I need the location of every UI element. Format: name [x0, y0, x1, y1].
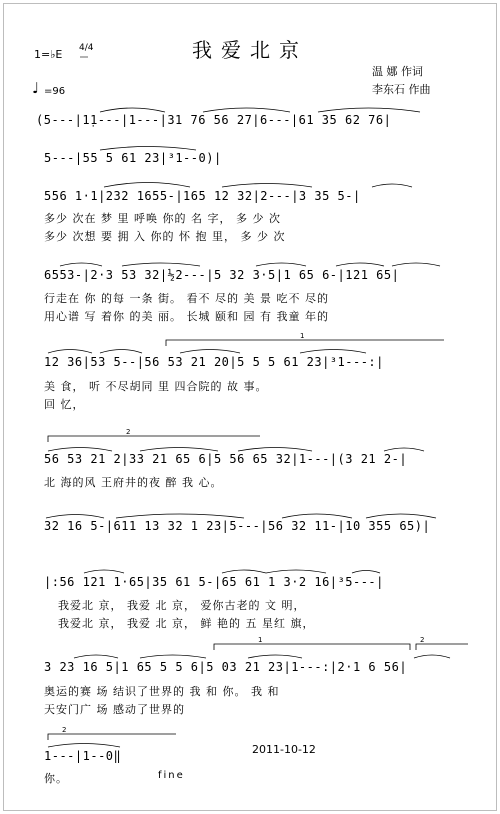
score-line-4-notes: 6553-|2·3 53 32|½2---|5 32 3·5|1 65 6-|121 65|	[44, 268, 400, 282]
score-line-7-notes: 32 16 5-|611 13 32 1 23|5---|56 32 11-|10 355 65)|	[44, 519, 431, 533]
slur-line1-a	[100, 108, 165, 112]
slur-line5-d	[300, 350, 366, 354]
slur-line9-a	[74, 655, 118, 658]
slur-line7-a	[46, 515, 104, 519]
score-line-9-lyrics-1: 奥运的赛 场 结识了世界的 我 和 你。 我 和	[44, 685, 280, 698]
volta-bracket-4	[416, 644, 468, 650]
score-line-9-lyrics-2: 天安门广 场 感动了世界的	[44, 703, 185, 716]
score-line-6-lyrics-1: 北 海的风 王府井的夜 醉 我 心。	[44, 476, 223, 489]
slur-line8-a	[84, 570, 124, 573]
slur-line9-d	[414, 655, 450, 658]
slur-line4-a	[60, 263, 102, 266]
score-line-10-notes: 1---|1--0‖	[44, 749, 122, 763]
score-line-8-lyrics-1: 我爱北 京， 我爱 北 京， 爱你古老的 文 明，	[58, 599, 306, 612]
slur-line10-a	[48, 744, 120, 748]
slur-line1-b	[203, 108, 290, 112]
score-line-3-lyrics-2: 多少 次想 要 拥 入 你的 怀 抱 里， 多 少 次	[44, 230, 286, 243]
key-signature: 1=♭E	[34, 48, 63, 61]
score-line-5-lyrics-1: 美 食， 听 不尽胡同 里 四合院的 故 事。	[44, 380, 268, 393]
slur-line7-d	[366, 514, 436, 518]
slur-line4-e	[392, 263, 440, 266]
volta-bracket-3	[214, 644, 410, 650]
score-line-3-lyrics-1: 多少 次在 梦 里 呼唤 你的 名 字， 多 少 次	[44, 212, 281, 225]
score-line-8-lyrics-2: 我爱北 京， 我爱 北 京， 鲜 艳的 五 星红 旗，	[58, 617, 315, 630]
song-title: 我爱北京	[192, 38, 308, 62]
score-line-8-notes: |:56 121 1·65|35 61 5-|65 61 1 3·2 16|³5---|	[44, 575, 384, 589]
volta-bracket-2	[48, 436, 260, 442]
volta-number-5: 2	[62, 726, 67, 734]
slur-line4-d	[336, 263, 384, 266]
slur-line5-c	[180, 350, 240, 354]
slur-line8-b	[222, 570, 266, 573]
slur-line6-a	[48, 448, 112, 452]
volta-number-4: 2	[420, 636, 425, 644]
score-line-10-lyrics-1: 你。	[44, 772, 68, 785]
fine-marking: fine	[158, 770, 185, 781]
slur-line4-c	[256, 263, 306, 266]
slur-line2-a	[100, 147, 196, 151]
volta-bracket-5	[48, 734, 176, 740]
slur-line9-b	[140, 655, 206, 658]
slur-line7-c	[282, 514, 352, 518]
score-line-6-notes: 56 53 21 2|33 21 65 6|5 56 65 32|1---|(3 21 2-|	[44, 452, 408, 466]
score-line-9-notes: 3 23 16 5|1 65 5 5 6|5 03 21 23|1---:|2·1 6 56|	[44, 660, 408, 674]
slur-line6-d	[384, 448, 424, 451]
slur-line8-c	[266, 570, 326, 573]
volta-number-1: 1	[300, 332, 305, 340]
composer-credit: 李东石 作曲	[372, 83, 431, 96]
time-signature-text: 4/4	[79, 43, 94, 53]
quarter-note-icon: ♩	[32, 79, 40, 97]
slur-line7-b	[116, 514, 244, 518]
slur-line6-b	[140, 448, 218, 452]
slur-line3-c	[372, 184, 412, 187]
slur-line3-b	[222, 184, 312, 188]
tempo-marking: =96	[44, 86, 66, 97]
score-line-4-lyrics-2: 用心谱 写 着你 的美 丽。 长城 颐和 园 有 我童 年的	[44, 310, 329, 323]
score-line-5-notes: 12 36|53 5--|56 53 21 20|5 5 5 61 23|³1---:|	[44, 355, 384, 369]
slur-line3-a	[104, 183, 190, 188]
slur-line5-a	[48, 350, 92, 354]
lyricist-credit: 温 娜 作词	[372, 65, 423, 78]
score-line-3-notes: 556 1·1|232 1655-|165 12 32|2---|3 35 5-|	[44, 189, 361, 203]
slur-line4-b	[122, 263, 200, 266]
volta-number-3: 1	[258, 636, 263, 644]
score-line-5-lyrics-2: 回 忆，	[44, 398, 85, 411]
date-label: 2011-10-12	[252, 743, 316, 756]
score-line-1-notes: (5---|1̣1---|1---|31 76 56 27|6---|61 35 62 76|	[36, 113, 392, 127]
slur-line8-d	[352, 571, 380, 574]
slur-line5-b	[100, 350, 142, 354]
score-line-4-lyrics-1: 行走在 你 的每 一条 街。 看不 尽的 美 景 吃不 尽的	[44, 292, 329, 305]
slur-line1-c	[318, 108, 420, 112]
slur-line6-c	[238, 448, 312, 452]
volta-number-2: 2	[126, 428, 131, 436]
volta-bracket-1	[166, 340, 444, 346]
score-line-2-notes: 5---|55 5 61 23|³1--0)|	[44, 151, 222, 165]
slur-line9-c	[248, 655, 302, 658]
